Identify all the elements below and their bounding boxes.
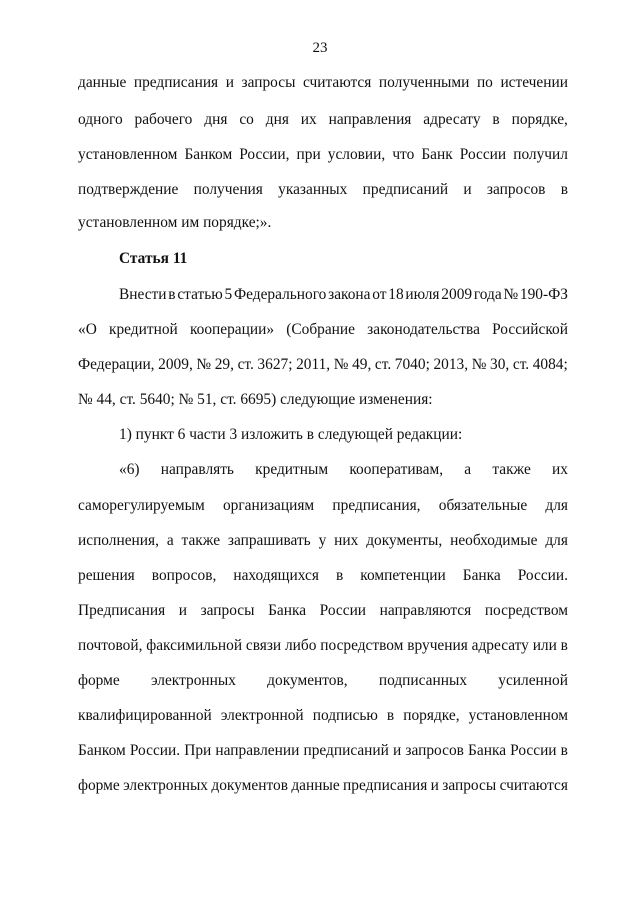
- word: в: [492, 111, 500, 128]
- word: данные: [291, 777, 340, 794]
- word: получил: [513, 146, 568, 163]
- text-line: [78, 601, 568, 621]
- word: необходимые: [450, 532, 538, 549]
- word: дня: [204, 111, 228, 128]
- word: 7040;: [394, 356, 430, 373]
- word: «6): [119, 461, 140, 478]
- word: России: [319, 602, 367, 619]
- word: 5: [224, 286, 233, 303]
- word: со: [239, 111, 254, 128]
- word: их: [300, 111, 317, 128]
- word: вопросов,: [151, 567, 217, 584]
- word: данные: [78, 74, 127, 91]
- word: июля: [405, 286, 440, 303]
- text-line: 1) пункт 6 части 3 изложить в следующей редакции:: [119, 426, 463, 443]
- word: получения: [193, 181, 263, 198]
- word: у: [318, 532, 327, 549]
- word: ст.: [237, 356, 254, 373]
- word: (Собрание: [286, 321, 355, 338]
- word: организациям: [222, 497, 315, 514]
- word: электронной: [220, 707, 304, 724]
- word: 190-ФЗ: [519, 286, 568, 303]
- word: запросы: [200, 602, 255, 619]
- word: предписаний: [362, 181, 449, 198]
- word: предписания: [133, 74, 219, 91]
- word: саморегулируемым: [78, 497, 205, 514]
- word: посредством: [320, 637, 404, 654]
- word: Банка: [468, 742, 507, 759]
- word: электронных: [150, 672, 236, 689]
- word: статью: [177, 286, 223, 303]
- word: в: [560, 181, 568, 198]
- word: и: [463, 181, 472, 198]
- word: запрашивать: [227, 532, 311, 549]
- word: Федерального: [233, 286, 327, 303]
- word: направляются: [379, 602, 472, 619]
- word: а: [464, 461, 472, 478]
- word: №: [503, 286, 519, 303]
- word: условии,: [327, 146, 386, 163]
- text-line: № 44, ст. 5640; № 51, ст. 6695) следующие изменения:: [78, 391, 433, 408]
- text-line: [78, 180, 568, 200]
- text-line: [78, 776, 568, 796]
- page-number: 23: [312, 40, 328, 56]
- word: запросы: [442, 777, 497, 794]
- word: для: [545, 532, 568, 549]
- text-line: [78, 73, 568, 93]
- word: для: [545, 497, 568, 514]
- word: них: [334, 532, 359, 549]
- word: считаются: [499, 777, 568, 794]
- word: находящихся: [233, 567, 319, 584]
- word: запросов: [405, 742, 464, 759]
- word: Федерации,: [78, 356, 155, 373]
- text-line: [119, 460, 568, 480]
- text-line: [78, 110, 568, 130]
- word: №: [333, 356, 349, 373]
- word: предписаний: [303, 742, 389, 759]
- word: считаются: [302, 74, 372, 91]
- word: России,: [239, 146, 290, 163]
- word: Банком: [184, 146, 233, 163]
- word: электронных: [123, 777, 209, 794]
- text-line: [78, 355, 568, 375]
- word: №: [471, 356, 487, 373]
- text-line: [78, 320, 568, 340]
- word: форме: [78, 777, 120, 794]
- text-line: [119, 285, 568, 305]
- word: 2009: [441, 286, 473, 303]
- word: усиленной: [498, 672, 568, 689]
- word: Банком: [78, 742, 126, 759]
- word: 4084;: [532, 356, 568, 373]
- word: 2011,: [296, 356, 331, 373]
- word: одного: [78, 111, 123, 128]
- word: России: [510, 742, 557, 759]
- word: решения: [78, 567, 135, 584]
- word: от: [372, 286, 387, 303]
- word: в: [560, 637, 568, 654]
- word: России: [459, 146, 507, 163]
- word: №: [196, 356, 212, 373]
- word: Банка: [268, 602, 307, 619]
- word: вручения: [407, 637, 468, 654]
- word: адресату: [423, 111, 481, 128]
- word: 29,: [214, 356, 234, 373]
- word: и: [225, 74, 234, 91]
- word: кооперации»: [189, 321, 275, 338]
- word: рабочего: [134, 111, 193, 128]
- word: установленном: [468, 707, 568, 724]
- word: истечении: [500, 74, 568, 91]
- word: при: [296, 146, 321, 163]
- word: Внести: [119, 286, 167, 303]
- word: законодательства: [367, 321, 480, 338]
- word: кредитной: [109, 321, 178, 338]
- word: 30,: [490, 356, 510, 373]
- word: Банк: [421, 146, 453, 163]
- word: Банка: [462, 567, 501, 584]
- word: документы,: [366, 532, 443, 549]
- word: документов,: [267, 672, 348, 689]
- word: факсимильной: [146, 637, 243, 654]
- word: исполнения,: [78, 532, 159, 549]
- word: порядке,: [403, 707, 460, 724]
- word: установленном: [78, 146, 178, 163]
- word: направления: [328, 111, 412, 128]
- word: полученными: [378, 74, 470, 91]
- word: обязательные: [438, 497, 528, 514]
- word: «О: [78, 321, 97, 338]
- word: кредитным: [255, 461, 329, 478]
- word: в: [335, 567, 344, 584]
- word: России.: [129, 742, 181, 759]
- text-line: [78, 531, 568, 551]
- text-line: [78, 636, 568, 656]
- word: квалифицированной: [78, 707, 212, 724]
- word: указанных: [278, 181, 348, 198]
- word: в: [168, 286, 176, 303]
- word: и: [393, 742, 402, 759]
- word: адресату: [471, 637, 529, 654]
- text-line: [78, 496, 568, 516]
- word: направлять: [160, 461, 234, 478]
- word: года: [473, 286, 502, 303]
- word: Российской: [492, 321, 568, 338]
- text-line: [78, 706, 568, 726]
- word: и: [430, 777, 439, 794]
- word: что: [392, 146, 415, 163]
- word: связи: [245, 637, 282, 654]
- word: в: [386, 707, 395, 724]
- word: Предписания: [78, 602, 166, 619]
- word: кооперативам,: [349, 461, 444, 478]
- text-line: [78, 566, 568, 586]
- word: 2009,: [158, 356, 193, 373]
- word: ст.: [512, 356, 530, 373]
- word: порядке,: [511, 111, 568, 128]
- word: запросы: [241, 74, 296, 91]
- word: или: [532, 637, 557, 654]
- article-heading: Статья 11: [119, 250, 188, 267]
- word: При: [184, 742, 212, 759]
- word: 18: [388, 286, 404, 303]
- word: также: [181, 532, 221, 549]
- word: ст.: [374, 356, 392, 373]
- word: запросов: [486, 181, 546, 198]
- word: подписью: [312, 707, 378, 724]
- word: либо: [284, 637, 317, 654]
- word: 2013,: [433, 356, 469, 373]
- text-line: [78, 145, 568, 165]
- word: компетенции: [360, 567, 446, 584]
- word: закона: [328, 286, 371, 303]
- text-line: [78, 741, 568, 761]
- word: направлении: [215, 742, 300, 759]
- word: 49,: [352, 356, 372, 373]
- word: дня: [265, 111, 289, 128]
- word: а: [166, 532, 174, 549]
- word: и: [178, 602, 187, 619]
- word: по: [476, 74, 493, 91]
- word: их: [552, 461, 568, 478]
- word: 3627;: [257, 356, 293, 373]
- word: посредством: [484, 602, 568, 619]
- word: подписанных: [378, 672, 468, 689]
- text-line: [78, 671, 568, 691]
- word: предписания: [343, 777, 428, 794]
- word: также: [492, 461, 531, 478]
- word: документов: [211, 777, 288, 794]
- word: подтверждение: [78, 181, 179, 198]
- word: форме: [78, 672, 120, 689]
- text-line: установленном им порядке;».: [78, 214, 272, 231]
- word: России.: [517, 567, 568, 584]
- word: почтовой,: [78, 637, 143, 654]
- word: в: [560, 742, 568, 759]
- word: предписания,: [332, 497, 421, 514]
